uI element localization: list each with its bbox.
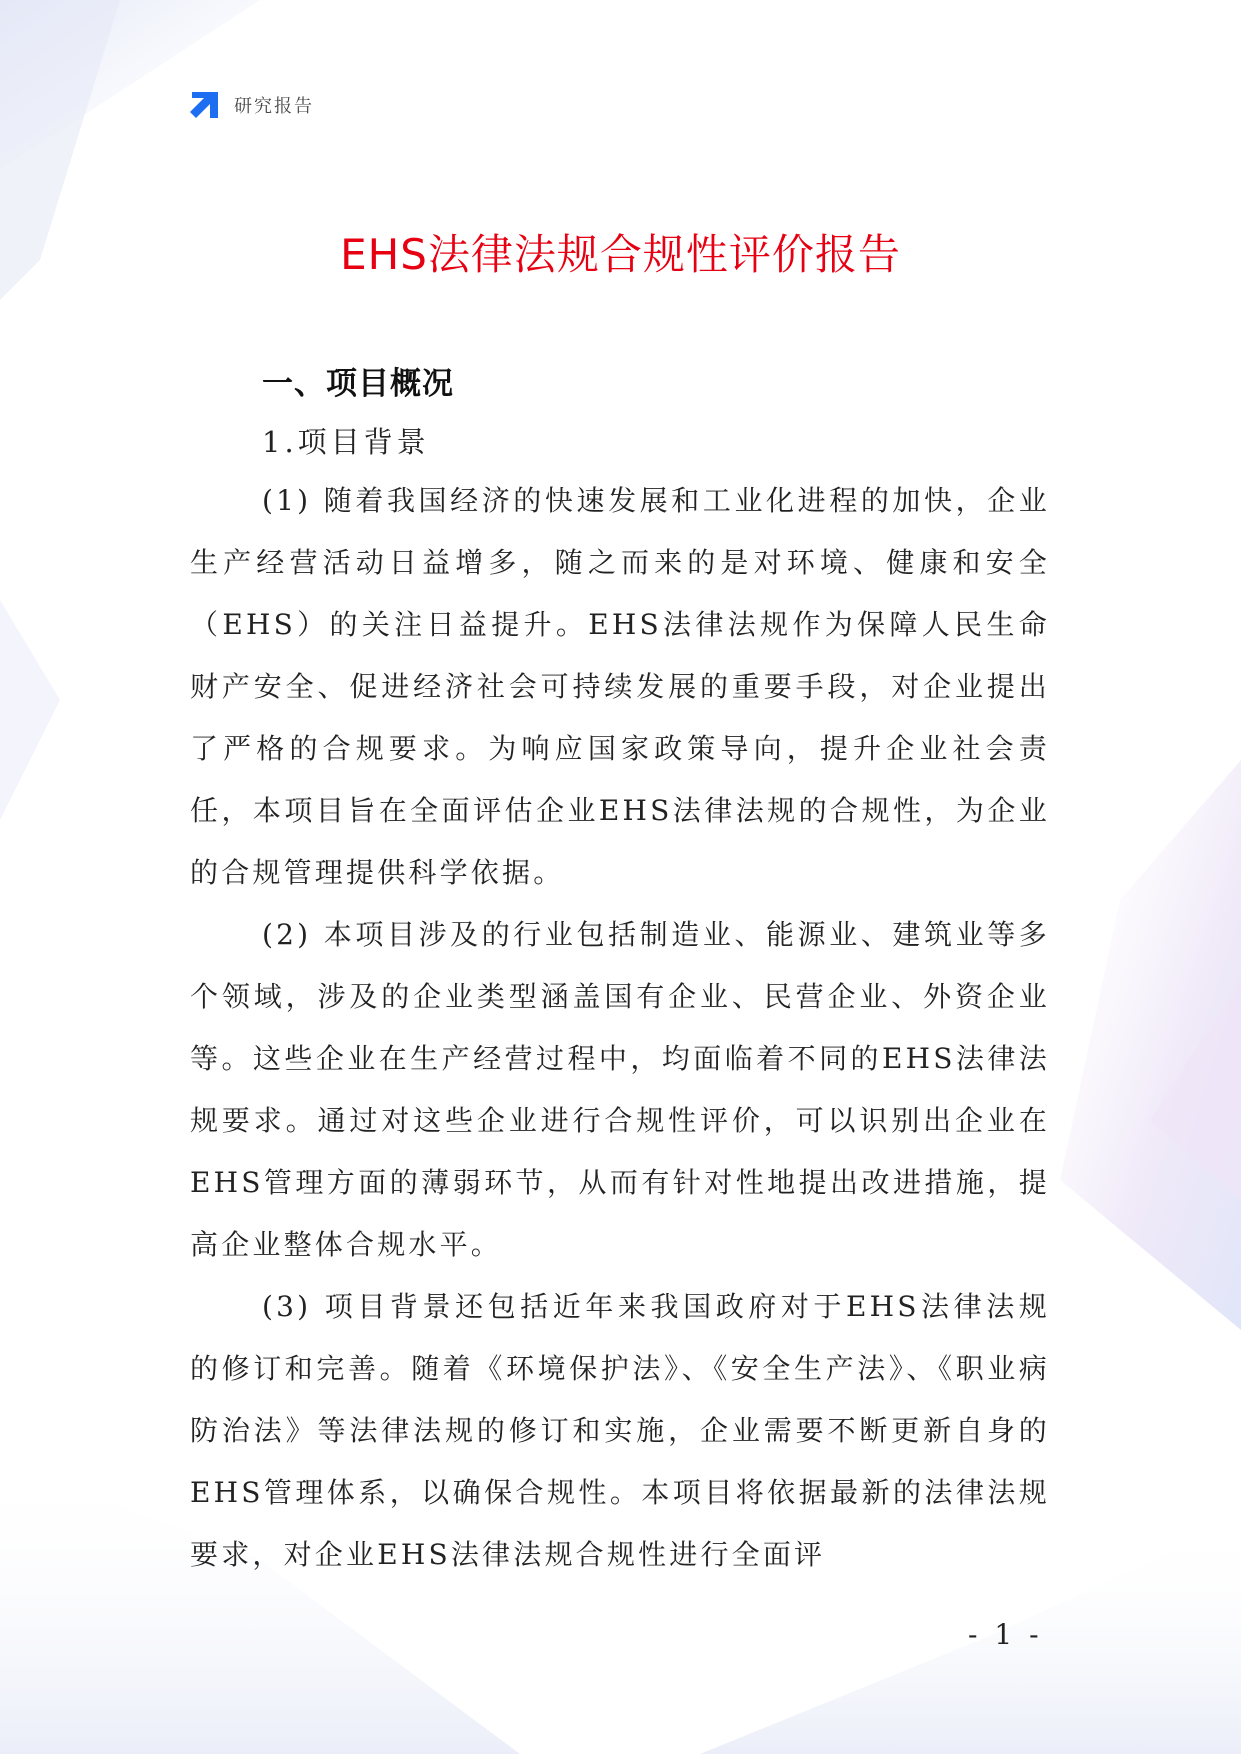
report-header [188, 88, 314, 122]
header-label: 研究报告 [234, 96, 314, 117]
page-number: - 1 - [968, 1618, 1043, 1651]
section-heading: 一、项目概况 [262, 366, 454, 402]
body-text [190, 470, 1050, 1586]
section-subheading: 1.项目背景 [262, 425, 430, 459]
arrow-logo-icon [188, 88, 222, 122]
bg-shape-left-mid [0, 600, 60, 820]
document-title: EHS法律法规合规性评价报告 [340, 230, 901, 279]
paragraph-3: (3) 项目背景还包括近年来我国政府对于EHS法律法规的修订和完善。随着《环境保护法》、《安全生产法》、《职业病防治法》等法律法规的修订和实施，企业需要不断更新自身的EHS管理体系，以确保合规性。本项目将依据最新的法律法规要求，对企业EHS法律法规合规性进行全面评 [190, 1290, 1050, 1571]
paragraph-2: (2) 本项目涉及的行业包括制造业、能源业、建筑业等多个领域，涉及的企业类型涵盖国有企业、民营企业、外资企业等。这些企业在生产经营过程中，均面临着不同的EHS法律法规要求。通过对这些企业进行合规性评价，可以识别出企业在EHS管理方面的薄弱环节，从而有针对性地提出改进措施，提高企业整体合规水平。 [190, 918, 1050, 1261]
paragraph-1: (1) 随着我国经济的快速发展和工业化进程的加快，企业生产经营活动日益增多，随之而来的是对环境、健康和安全（EHS）的关注日益提升。EHS法律法规作为保障人民生命财产安全、促进经济社会可持续发展的重要手段，对企业提出了严格的合规要求。为响应国家政策导向，提升企业社会责任，本项目旨在全面评估企业EHS法律法规的合规性，为企业的合规管理提供科学依据。 [190, 484, 1050, 889]
